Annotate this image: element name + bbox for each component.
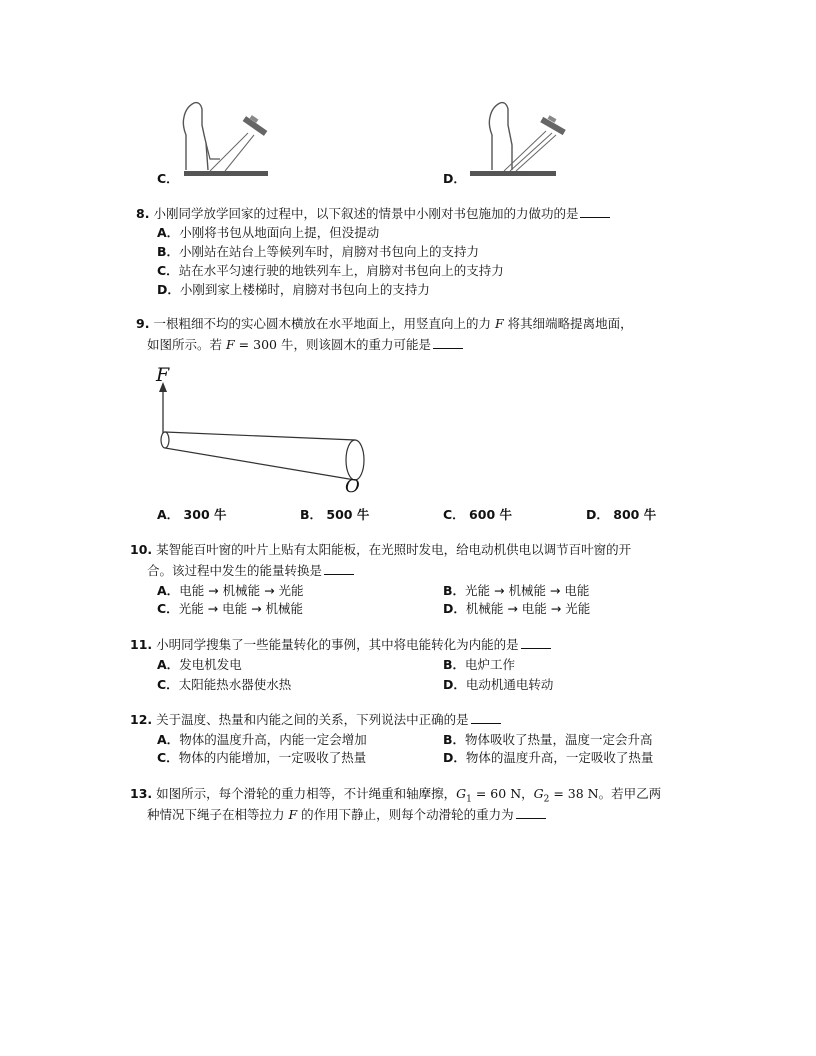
question-12-stem: 12. 关于温度、热量和内能之间的关系，下列说法中正确的是 <box>130 711 501 729</box>
figure-d-label: D． <box>443 171 466 186</box>
answer-blank[interactable] <box>521 636 551 649</box>
q10-option-d[interactable]: D．机械能 → 电能 → 光能 <box>443 601 591 616</box>
log-body <box>165 432 355 480</box>
figure-d-drawing <box>464 95 594 185</box>
q10-option-c[interactable]: C．光能 → 电能 → 机械能 <box>157 601 304 616</box>
log-thick-end <box>346 440 364 480</box>
question-11-stem: 11. 小明同学搜集了一些能量转化的事例，其中将电能转化为内能的是 <box>130 636 551 654</box>
question-13-stem-line2: 种情况下绳子在相等拉力 F 的作用下静止，则每个动滑轮的重力为 <box>147 806 546 824</box>
answer-blank[interactable] <box>471 711 501 724</box>
q12-option-b[interactable]: B．物体吸收了热量，温度一定会升高 <box>443 732 653 747</box>
log-thin-end <box>161 432 169 448</box>
question-13-stem-line1: 13. 如图所示，每个滑轮的重力相等，不计绳重和轴摩擦，$G_1 = 60$ N，$G_2 = 38$ N。若甲乙两 <box>130 786 662 805</box>
q12-option-d[interactable]: D．物体的温度升高，一定吸收了热量 <box>443 750 654 765</box>
q9-option-c[interactable]: C． 600 牛 <box>443 507 512 522</box>
q12-option-a[interactable]: A．物体的温度升高，内能一定会增加 <box>157 732 367 747</box>
q8-option-c[interactable]: C．站在水平匀速行驶的地铁列车上，肩膀对书包向上的支持力 <box>157 263 504 278</box>
q11-option-a[interactable]: A．发电机发电 <box>157 657 242 672</box>
q11-option-c[interactable]: C．太阳能热水器使水热 <box>157 677 292 692</box>
q10-option-b[interactable]: B．光能 → 机械能 → 电能 <box>443 583 590 598</box>
q9-option-d[interactable]: D． 800 牛 <box>586 507 657 522</box>
q8-option-d[interactable]: D．小刚到家上楼梯时，肩膀对书包向上的支持力 <box>157 282 430 297</box>
q11-option-b[interactable]: B．电炉工作 <box>443 657 516 672</box>
answer-blank[interactable] <box>433 336 463 349</box>
question-number: 8. <box>136 206 150 221</box>
question-8-stem: 8. 小刚同学放学回家的过程中，以下叙述的情景中小刚对书包施加的力做功的是 <box>136 205 610 223</box>
answer-blank[interactable] <box>324 562 354 575</box>
question-9-stem-line2: 如图所示。若 F = 300 牛，则该圆木的重力可能是 <box>147 336 463 354</box>
q8-option-a[interactable]: A．小刚将书包从地面向上提，但没提动 <box>157 225 380 240</box>
q11-option-d[interactable]: D．电动机通电转动 <box>443 677 554 692</box>
q9-option-a[interactable]: A． 300 牛 <box>157 507 227 522</box>
q12-option-c[interactable]: C．物体的内能增加，一定吸收了热量 <box>157 750 367 765</box>
figure-c-label: C． <box>157 171 179 186</box>
question-9-stem-line1: 9. 一根粗细不均的实心圆木横放在水平地面上，用竖直向上的力 F 将其细端略提离地面， <box>136 316 633 331</box>
figure-force-label: F <box>156 364 170 386</box>
figure-d <box>464 95 594 185</box>
answer-blank[interactable] <box>580 205 610 218</box>
q10-option-a[interactable]: A．电能 → 机械能 → 光能 <box>157 583 304 598</box>
figure-pivot-label: O <box>345 476 360 497</box>
q9-option-b[interactable]: B． 500 牛 <box>300 507 370 522</box>
q8-option-b[interactable]: B．小刚站在站台上等候列车时，肩膀对书包向上的支持力 <box>157 244 480 259</box>
question-10-stem-line2: 合。该过程中发生的能量转换是 <box>147 562 354 580</box>
answer-blank[interactable] <box>516 806 546 819</box>
question-10-stem-line1: 10. 某智能百叶窗的叶片上贴有太阳能板，在光照时发电，给电动机供电以调节百叶窗的开 <box>130 542 632 557</box>
